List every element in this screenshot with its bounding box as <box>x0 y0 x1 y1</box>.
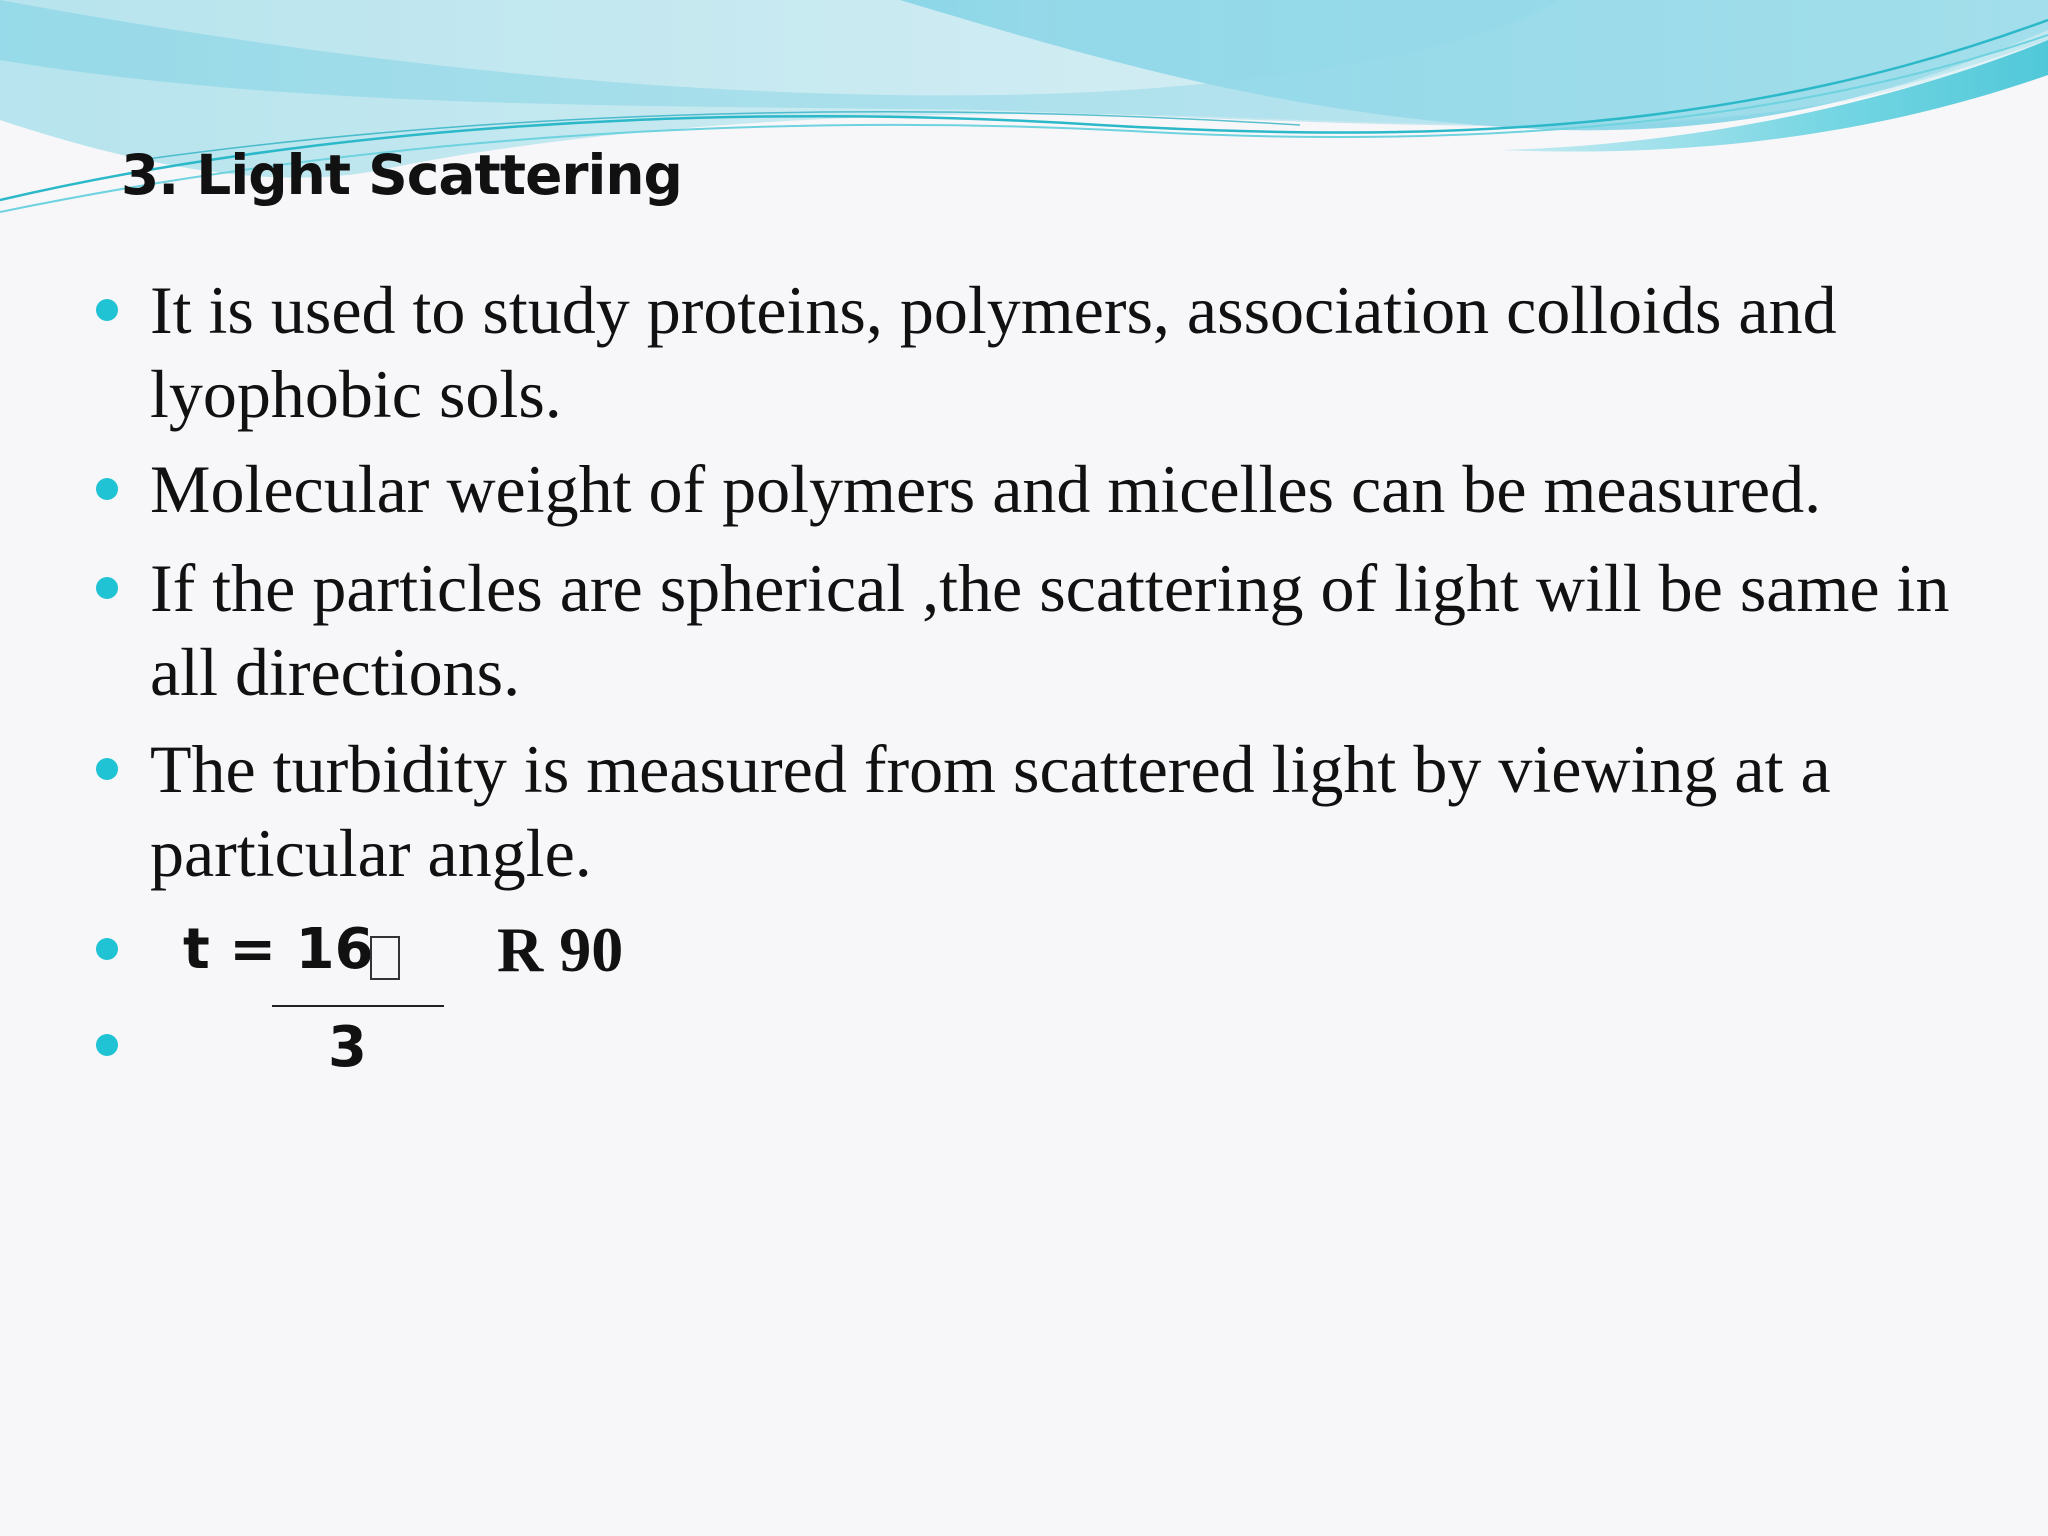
bullet-text: Molecular weight of polymers and micelles can be measured. <box>150 451 1822 527</box>
bullet-text: The turbidity is measured from scattered light by viewing at a particular angle. <box>150 731 1831 891</box>
bullet-dot <box>96 478 118 500</box>
formula-lhs: t = 16 <box>183 917 374 982</box>
formula-rhs: R 90 <box>497 914 624 985</box>
slide-title: 3. Light Scattering <box>121 143 682 207</box>
fraction-bar <box>272 1005 444 1007</box>
bullet-item <box>150 546 1970 714</box>
bullet-dot <box>96 938 118 960</box>
bullet-dot <box>96 577 118 599</box>
bullet-item <box>150 268 1970 436</box>
bullet-text: It is used to study proteins, polymers, association colloids and lyophobic sols. <box>150 272 1837 432</box>
bullet-dot <box>96 1034 118 1056</box>
bullet-item <box>150 727 1970 895</box>
bullet-text: If the particles are spherical ,the scattering of light will be same in all directions. <box>150 550 1950 710</box>
missing-symbol-glyph <box>370 936 400 980</box>
bullet-item <box>150 447 1970 531</box>
formula-denominator: 3 <box>328 1015 367 1080</box>
bullet-dot <box>96 299 118 321</box>
bullet-dot <box>96 758 118 780</box>
